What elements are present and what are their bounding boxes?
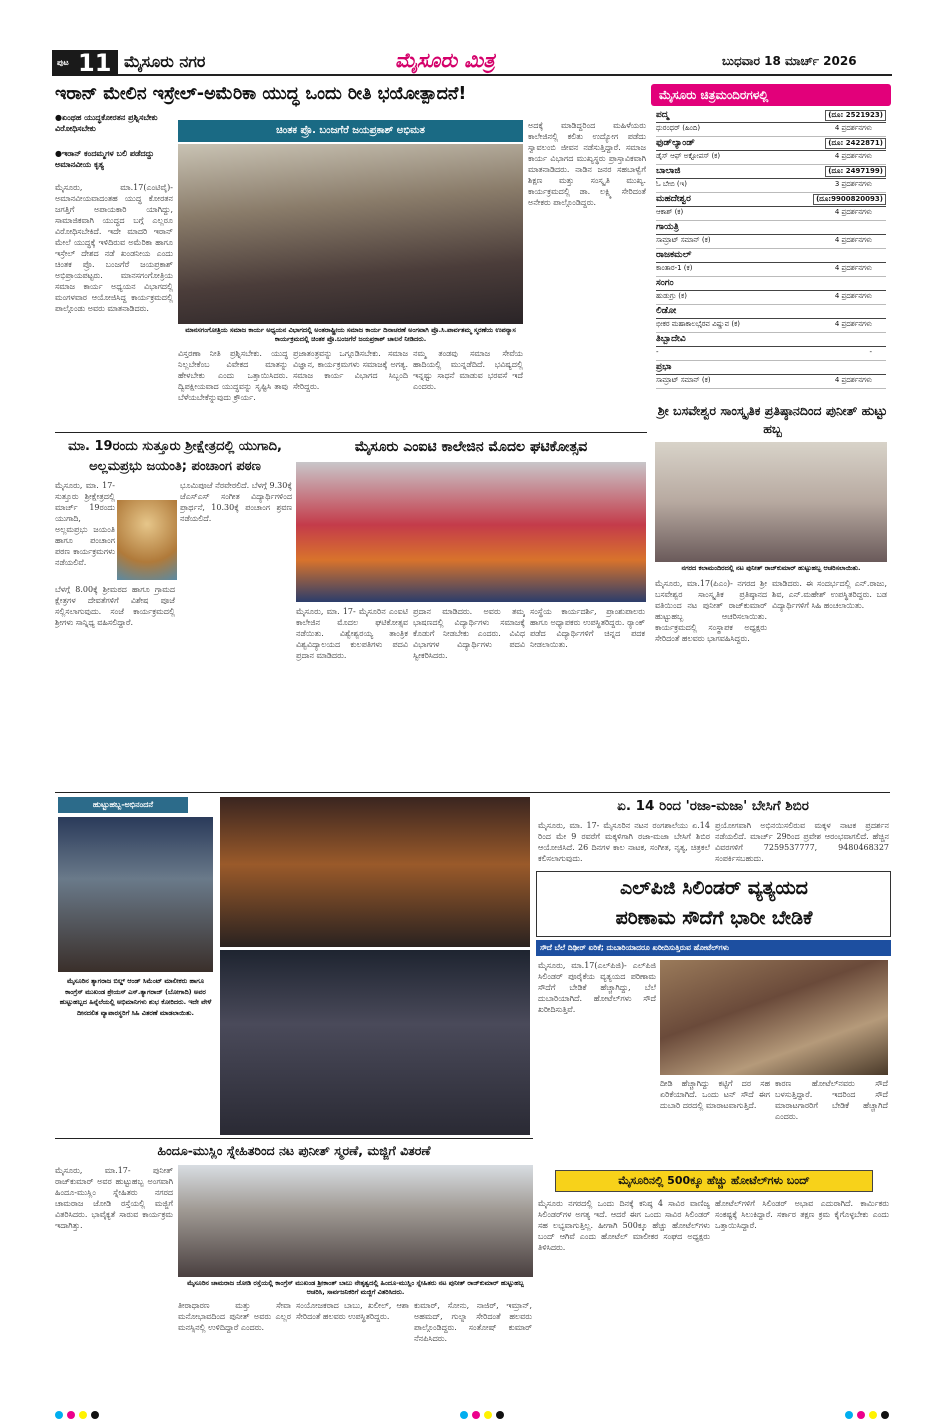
lead-banner: ಚಿಂತಕ ಪ್ರೊ. ಬಂಜಗೆರೆ ಜಯಪ್ರಕಾಶ್ ಅಭಿಮತ xyxy=(178,120,523,142)
registration-marks-center xyxy=(460,1404,508,1423)
puneeth-text-col4: ಕುಮಾರ್, ಸೋನು, ನಾಜಿರ್, ಇಮ್ರಾನ್, ಅಹಮದ್, ಗುಲ್ನಾ ಸೇರಿದಂತೆ ಹಲವರು ಪಾಲ್ಗೊಂಡಿದ್ದರು. ಸಂತೋಷ್ ಕುಮಾರ್ ನೆನಪಿಸಿದರು. xyxy=(414,1301,532,1343)
issue-date: ಬುಧವಾರ 18 ಮಾರ್ಚ್ 2026 xyxy=(722,54,857,68)
cinema-movie-row xyxy=(656,208,886,221)
lead-text-col4: ನಮ್ಮ ತಂಡವು ಸಮಾಜ ಸೇವೆಯ ಹಾದಿಯಲ್ಲಿ ಮುನ್ನಡೆದಿದೆ. ಭವಿಷ್ಯದಲ್ಲಿ ಇನ್ನಷ್ಟು ಸಾಧನೆ ಮಾಡುವ ಭರವಸೆ ಇದೆ ಎಂದರು. xyxy=(413,349,523,391)
cinema-theatre-1 xyxy=(656,138,886,151)
puneeth-text-col2: ತೀರಾಧಾರಣ ಮತ್ತು ಸೇವಾ ಮನೋಭಾವದಿಂದ ಪುನೀತ್ ಅವರು ಎಲ್ಲರ ಮನಸ್ಸಿನಲ್ಲಿ ಉಳಿದಿದ್ದಾರೆ ಎಂದರು. xyxy=(178,1301,291,1332)
cylinder-text-col2: ದೀಡಿ ಹೆಚ್ಚಾಗಿದ್ದು ಕಟ್ಟಿಗೆ ದರ ಸಹ ಏರಿಕೆಯಾಗಿದೆ. ಒಂದು ಟನ್ ಸೌದೆ ಈಗ ದುಬಾರಿ ದರದಲ್ಲಿ ಮಾರಾಟವಾಗುತ್ತಿದೆ. xyxy=(660,1079,770,1110)
registration-marks-left xyxy=(55,1404,103,1423)
cinema-theatre-7 xyxy=(656,306,886,319)
cinema-theatre-5 xyxy=(656,250,886,263)
basaveshwara-caption: ನಗರದ ಕಲಾಮಂದಿರದಲ್ಲಿ ನಟ ಪುನೀತ್ ರಾಜ್‌ಕುಮಾರ್ ಹುಟ್ಟುಹಬ್ಬ ಆಚರಿಸಲಾಯಿತು. xyxy=(681,564,861,572)
cinema-theatre-name: ರಾಜಕಮಲ್ xyxy=(656,250,692,260)
cinema-movie-shows: 4 ಪ್ರದರ್ಶನಗಳು xyxy=(834,236,872,244)
cinema-movie-row xyxy=(656,236,886,249)
basaveshwara-photo xyxy=(655,442,887,562)
puneeth-caption: ಮೈಸೂರಿನ ಚಾಮರಾಜ ಜೋಡಿ ರಸ್ತೆಯಲ್ಲಿ ಕಾಂಗ್ರೆಸ್ ಮುಖಂಡ ಶ್ರೀಕಾಂತ್ ಬಾಬು ನೇತೃತ್ವದಲ್ಲಿ ಹಿಂದೂ-ಮುಸ್ಲಿಂ ಸ್ನೇಹಿತರು ನಟ ಪುನೀತ್ ರಾಜ್‌ಕುಮಾರ್ ಹುಟ್ಟುಹಬ್ಬ ಆಚರಿಸಿ, ಸಾರ್ವಜನಿಕರಿಗೆ ಮಜ್ಜಿಗೆ ವಿತರಿಸಿದರು. xyxy=(187,1279,524,1296)
cinema-theatre-9 xyxy=(656,362,886,375)
yugadi-headline-1: ಮಾ. 19ರಂದು ಸುತ್ತೂರು ಶ್ರೀಕ್ಷೇತ್ರದಲ್ಲಿ ಯುಗಾದಿ, xyxy=(68,439,282,454)
cinema-theatre-name: ಲಿಡೋ xyxy=(656,306,677,316)
cinema-movie-title: ಆಕಾಶ್ (ಕ) xyxy=(656,208,684,216)
cinema-theatre-name: ಗಾಯತ್ರಿ xyxy=(656,222,679,232)
cinema-theatre-phone: (ದೂ: 2497199) xyxy=(825,166,886,177)
puneeth-photo xyxy=(178,1165,533,1277)
cinema-movie-shows: 4 ಪ್ರದರ್ಶನಗಳು xyxy=(834,152,872,160)
lead-text-col3: ಪ್ರಜಾತಂತ್ರವನ್ನು ಒಗ್ಗೂಡಿಸಬೇಕು. ಸಮಾಜ ವಿಜ್ಞಾನ, ಕಾರ್ಯಕ್ರಮಗಳು ಸಮಾಜಕ್ಕೆ ಅಗತ್ಯ. ಸಮಾಜ ಕಾರ್ಯ ವಿಭಾಗದ ಸಿಬ್ಬಂದಿ ಸೇರಿದ್ದರು. xyxy=(293,349,408,391)
cinema-theatre-0 xyxy=(656,110,886,123)
cinema-movie-title: ಡೈಸ್ ಆಫ್ ಅಕ್ಟೋಪಸ್ (ಕ) xyxy=(656,152,721,160)
cinema-theatre-phone: (ದೂ: 2422871) xyxy=(825,138,886,149)
cinema-movie-title: ಕಾಂತಾರ-1 (ಕ) xyxy=(656,264,693,272)
cinema-theatre-name: ಮಹದೇಶ್ವರ xyxy=(656,194,691,204)
cylinder-text-col5: ಹೋಟೆಲ್‌ಗಳಿಗೆ ಸಿಲಿಂಡರ್ ಅಭಾವ ಎದುರಾಗಿದೆ. ಕಾರ್ಮಿಕರು ಸಂಕಷ್ಟಕ್ಕೆ ಸಿಲುಕಿದ್ದಾರೆ. ಸರ್ಕಾರ ತಕ್ಷಣ ಕ್ರಮ ಕೈಗೊಳ್ಳಬೇಕು ಎಂದು ಒತ್ತಾಯಿಸಿದ್ದಾರೆ. xyxy=(715,1199,889,1230)
lead-text-col5: ಅದಕ್ಕೆ ಮಾಡಿದ್ದರಿಂದ ಮಹಿಳೆಯರು ಕಾಲೇಜಿನಲ್ಲಿ ಕಲಿತು ಉದ್ಯೋಗ ಪಡೆದು ಸ್ವಾವಲಂಬಿ ಜೀವನ ನಡೆಸುತ್ತಿದ್ದಾರೆ. ಸಮಾಜ ಕಾರ್ಯ ವಿಭಾಗದ ಮುಖ್ಯಸ್ಥರು ಪ್ರಾಸ್ತಾವಿಕವಾಗಿ ಮಾತನಾಡಿದರು. ನಾಡಿನ ಜನರ ಸಹಬಾಳ್ವೆಗೆ ಶಿಕ್ಷಣ ಮತ್ತು ಸಂಸ್ಕೃತಿ ಮುಖ್ಯ. ಕಾರ್ಯಕ್ರಮದಲ್ಲಿ ಡಾ. ಲಕ್ಷ್ಮಿ ಸೇರಿದಂತೆ ಅನೇಕರು ಪಾಲ್ಗೊಂಡಿದ್ದರು. xyxy=(528,121,646,207)
mit-photo xyxy=(296,462,646,602)
cinema-movie-title: - xyxy=(656,348,659,356)
lead-headline: ಇರಾನ್ ಮೇಲಿನ ಇಸ್ರೇಲ್-ಅಮೆರಿಕಾ ಯುದ್ಧ ಒಂದು ರೀತಿ ಭಯೋತ್ಪಾದನೆ! xyxy=(55,84,467,104)
divider-2 xyxy=(55,792,890,793)
cinema-theatre-8 xyxy=(656,334,886,347)
page-number: 11 xyxy=(78,49,112,77)
mit-text-col1: ಮೈಸೂರು, ಮಾ. 17- ಮೈಸೂರಿನ ಎಂಐಟಿ ಕಾಲೇಜಿನ ಮೊದಲ ಘಟಿಕೋತ್ಸವ ನಡೆಯಿತು. ವಿಶ್ವೇಶ್ವರಯ್ಯ ತಾಂತ್ರಿಕ ವಿಶ್ವವಿದ್ಯಾಲಯದ ಕುಲಪತಿಗಳು ಪದವಿ ಪ್ರದಾನ ಮಾಡಿದರು. xyxy=(296,607,408,660)
divider-1 xyxy=(55,432,647,433)
cylinder-headline-2: ಪರಿಣಾಮ ಸೌದೆಗೆ ಭಾರೀ ಬೇಡಿಕೆ xyxy=(615,907,813,929)
puneeth-text-col1: ಮೈಸೂರು, ಮಾ.17- ಪುನೀತ್ ರಾಜ್‌ಕುಮಾರ್ ಅವರ ಹುಟ್ಟುಹಬ್ಬ ಅಂಗವಾಗಿ ಹಿಂದೂ-ಮುಸ್ಲಿಂ ಸ್ನೇಹಿತರು ನಗರದ ಚಾಮರಾಜ ಜೋಡಿ ರಸ್ತೆಯಲ್ಲಿ ಮಜ್ಜಿಗೆ ವಿತರಿಸಿದರು. ಭಾವೈಕ್ಯತೆ ಸಾರುವ ಕಾರ್ಯಕ್ರಮ ಇದಾಗಿತ್ತು. xyxy=(55,1166,173,1230)
page-number-badge xyxy=(52,50,118,76)
cinema-theatre-phone: (ದೂ: 2521923) xyxy=(825,110,886,121)
cylinder-headline-1: ಎಲ್‌ಪಿಜಿ ಸಿಲಿಂಡರ್ ವ್ಯತ್ಯಯದ xyxy=(620,877,808,899)
cinema-theatre-phone: (ದೂ:9900820093) xyxy=(813,194,886,205)
cinema-movie-title: ಸಾಮ್ರಾಟ್ ಸಮಾನ್ (ಕ) xyxy=(656,236,711,244)
lead-bullet-2: ●ಇರಾನ್ ಕಂದಮ್ಮಗಳ ಬಲಿ ಪಡೆದದ್ದು ಅಮಾನವೀಯ ಕೃತ್ಯ xyxy=(55,149,154,169)
lead-bullet-1: ●ಏಂಥಹ ಯುದ್ಧಕೋರತನ ಪ್ರಶ್ನಿಸಬೇಕು ವಿರೋಧಿಸಬೇಕು xyxy=(55,113,158,133)
cinema-movie-row xyxy=(656,292,886,305)
lead-caption: ಮಾನಸಗಂಗೋತ್ರಿಯ ಸಮಾಜ ಕಾರ್ಯ ಅಧ್ಯಯನ ವಿಭಾಗದಲ್ಲಿ ಅಂತರಾಷ್ಟ್ರೀಯ ಸಮಾಜ ಕಾರ್ಯ ದಿನಾಚರಣೆ ಅಂಗವಾಗಿ ಪ್ರೊ.ಸಿ.ಪಾರ್ವತಮ್ಮ ಸ್ಮರಣೆಯ ಉಪನ್ಯಾಸ ಕಾರ್ಯಕ್ರಮದಲ್ಲಿ ಚಿಂತಕ ಪ್ರೊ.ಬಂಜಗೆರೆ ಜಯಪ್ರಕಾಶ್ ಚಾಲನೆ ನೀಡಿದರು. xyxy=(185,326,516,343)
cinema-movie-row xyxy=(656,320,886,333)
cylinder-text-col4: ಮೈಸೂರು ನಗರದಲ್ಲಿ ಒಂದು ದಿನಕ್ಕೆ ಕನಿಷ್ಠ 4 ಸಾವಿರ ವಾಣಿಜ್ಯ ಸಿಲಿಂಡರ್‌ಗಳ ಅಗತ್ಯ ಇದೆ. ಆದರೆ ಈಗ ಒಂದು ಸಾವಿರ ಸಿಲಿಂಡರ್ ಸಹ ಲಭ್ಯವಾಗುತ್ತಿಲ್ಲ. ಹೀಗಾಗಿ 500ಕ್ಕೂ ಹೆಚ್ಚು ಹೋಟೆಲ್‌ಗಳು ಬಂದ್ ಆಗಿವೆ ಎಂದು ಹೋಟೆಲ್ ಮಾಲೀಕರ ಸಂಘದ ಅಧ್ಯಕ್ಷರು ತಿಳಿಸಿದರು. xyxy=(538,1199,710,1252)
birthday-caption: ಮೈಸೂರಿನ ತ್ಯಾಗರಾಜ ಬಿಲ್ಡ್ ಆಂಡ್ ಸಿಮೆಂಟ್ ಮಾಲೀಕರು ಹಾಗೂ ಕಾಂಗ್ರೆಸ್ ಮುಖಂಡ ಶ್ರೇಯಸ್ ಎಸ್.ತ್ಯಾಗರಾಜ್ (ಬೋಗಾದಿ) ಅವರ ಹುಟ್ಟುಹಬ್ಬದ ಹಿನ್ನೆಲೆಯಲ್ಲಿ ಅಭಿಮಾನಿಗಳು ಶುಭ ಕೋರಿದರು. ಇದೇ ವೇಳೆ ದೀನದಲಿತ ವ್ಯಾಪಾರಸ್ಥರಿಗೆ ಸಿಹಿ ವಿತರಣೆ ಮಾಡಲಾಯಿತು. xyxy=(59,977,212,1017)
cinema-theatre-name: ಪ್ರಭಾ xyxy=(656,362,672,372)
lead-text-col2: ವಿಸ್ತರಣಾ ನೀತಿ ಪ್ರಶ್ನಿಸಬೇಕು. ಯುದ್ಧ ನಿಲ್ಲಬೇಕೆಂಬ ವಿವೇಕದ ಮಾತನ್ನು ಹೇಳಬೇಕು ಎಂದು ಒತ್ತಾಯಿಸಿದರು. ದ್ವಿಪಕ್ಷೀಯವಾದ ಯುದ್ಧವನ್ನು ಸೃಷ್ಟಿಸಿ ತಾವು ಬೆಳೆಯಬೇಕೆನ್ನುವುದು ಕ್ರೌರ್ಯ. xyxy=(178,349,288,402)
masthead: ಮೈಸೂರು ಮಿತ್ರ xyxy=(395,48,495,72)
cinema-theatre-4 xyxy=(656,222,886,235)
cinema-movie-title: ಧುರಂಧರ್ (ಹಿಂದಿ) xyxy=(656,124,701,132)
divider-3 xyxy=(55,1138,533,1139)
puneeth-headline: ಹಿಂದೂ-ಮುಸ್ಲಿಂ ಸ್ನೇಹಿತರಿಂದ ನಟ ಪುನೀತ್ ಸ್ಮರಣೆ, ಮಜ್ಜಿಗೆ ವಿತರಣೆ xyxy=(157,1143,431,1158)
cinema-theatre-name: ಸಂಗಂ xyxy=(656,278,674,288)
cinema-theatre-2 xyxy=(656,166,886,179)
cinema-theatre-name: ಬಾಲಾಜಿ xyxy=(656,166,681,176)
basaveshwara-text-col1: ಮೈಸೂರು, ಮಾ.17(ಪಿಎಂ)- ನಗರದ ಶ್ರೀ ಬಸವೇಶ್ವರ ಸಾಂಸ್ಕೃತಿಕ ಪ್ರತಿಷ್ಠಾನದ ವತಿಯಿಂದ ನಟ ಪುನೀತ್ ರಾಜ್‌ಕುಮಾರ್ ಹುಟ್ಟುಹಬ್ಬ ಆಚರಿಸಲಾಯಿತು. ಕಾರ್ಯಕ್ರಮದಲ್ಲಿ ಸಂಸ್ಥಾಪಕ ಅಧ್ಯಕ್ಷರು ಸೇರಿದಂತೆ ಹಲವರು ಭಾಗವಹಿಸಿದ್ದರು. xyxy=(655,579,767,643)
yugadi-headline-2: ಅಲ್ಲಮಪ್ರಭು ಜಯಂತಿ; ಪಂಚಾಂಗ ಪಠಣ xyxy=(89,459,261,474)
cinema-title: ಮೈಸೂರು ಚಿತ್ರಮಂದಿರಗಳಲ್ಲಿ xyxy=(651,84,891,106)
birthday-tag: ಹುಟ್ಟುಹಬ್ಬ-ಅಭಿನಂದನೆ xyxy=(58,797,188,813)
cinema-movie-shows: 4 ಪ್ರದರ್ಶನಗಳು xyxy=(834,292,872,300)
page-label: ಪುಟ xyxy=(57,58,69,67)
mit-headline: ಮೈಸೂರು ಎಂಐಟಿ ಕಾಲೇಜಿನ ಮೊದಲ ಘಟಿಕೋತ್ಸವ xyxy=(354,439,588,455)
lead-photo xyxy=(178,144,523,324)
cinema-movie-row xyxy=(656,180,886,193)
firewood-photo xyxy=(660,960,888,1075)
cinema-movie-row xyxy=(656,152,886,165)
rangaa-text-col1: ಮೈಸೂರು, ಮಾ. 17- ಮೈಸೂರಿನ ನಟನ ರಂಗಶಾಲೆಯು ಏ.14 ರಿಂದ ಮೇ 9 ರವರೆಗೆ ಮಕ್ಕಳಿಗಾಗಿ ರಜಾ-ಮಜಾ ಬೇಸಿಗೆ ಶಿಬಿರ ಆಯೋಜಿಸಿದೆ. 26 ದಿನಗಳ ಕಾಲ ನಾಟಕ, ಸಂಗೀತ, ನೃತ್ಯ, ಚಿತ್ರಕಲೆ ಕಲಿಸಲಾಗುವುದು. xyxy=(538,821,710,863)
rangaa-text-col2: ಪ್ರಯೋಗವಾಗಿ ಅಭಿನಯಿಸಲಿರುವ ಮಕ್ಕಳ ನಾಟಕ ಪ್ರದರ್ಶನ ನಡೆಯಲಿದೆ. ಮಾರ್ಚ್ 29ರಿಂದ ಪ್ರವೇಶ ಆರಂಭವಾಗಲಿದೆ. ಹೆಚ್ಚಿನ ವಿವರಗಳಿಗೆ 7259537777, 9480468327 ಸಂಪರ್ಕಿಸಬಹುದು. xyxy=(715,821,889,863)
birthday-photo-3 xyxy=(220,950,530,1135)
registration-marks-right xyxy=(845,1404,893,1423)
cinema-theatre-name: ಪದ್ಮ xyxy=(656,110,669,120)
birthday-photo-1 xyxy=(58,817,213,972)
cinema-movie-shows: 4 ಪ್ರದರ್ಶನಗಳು xyxy=(834,208,872,216)
cinema-theatre-6 xyxy=(656,278,886,291)
yugadi-text-col2: ಭೂಮಿಪೂಜೆ ನೆರವೇರಲಿದೆ. ಬೆಳಗ್ಗೆ 9.30ಕ್ಕೆ ಜೆಎಸ್‌ಎಸ್ ಸಂಗೀತ ವಿದ್ಯಾರ್ಥಿಗಳಿಂದ ಪ್ರಾರ್ಥನೆ, 10.30ಕ್ಕೆ ಪಂಚಾಂಗ ಶ್ರವಣ ನಡೆಯಲಿದೆ. xyxy=(180,481,292,523)
yugadi-text-col3: ಬೆಳಗ್ಗೆ 8.00ಕ್ಕೆ ಶ್ರೀಮಠದ ಹಾಗೂ ಗ್ರಾಮದ ಕ್ಷೇತ್ರಗಳ ದೇವತೆಗಳಿಗೆ ವಿಶೇಷ ಪೂಜೆ ಸಲ್ಲಿಸಲಾಗುವುದು. ಸಂಜೆ ಕಾರ್ಯಕ್ರಮದಲ್ಲಿ ಶ್ರೀಗಳು ಸಾನ್ನಿಧ್ಯ ವಹಿಸಲಿದ್ದಾರೆ. xyxy=(55,585,175,627)
cinema-movie-shows: 3 ಪ್ರದರ್ಶನಗಳು xyxy=(834,180,872,188)
puneeth-text-col3: ಸಂಯೋಜಕರಾದ ಬಾಬು, ಖಲೀಲ್, ಆಶಾ ಸೇರಿದಂತೆ ಹಲವರು ಉಪಸ್ಥಿತರಿದ್ದರು. xyxy=(296,1301,409,1321)
cylinder-text-col1: ಮೈಸೂರು, ಮಾ.17(ಎಲ್‌ಪಿಜಿ)- ಎಲ್‌ಪಿಜಿ ಸಿಲಿಂಡರ್ ಪೂರೈಕೆಯ ವ್ಯತ್ಯಯದ ಪರಿಣಾಮ ಸೌದೆಗೆ ಬೇಡಿಕೆ ಹೆಚ್ಚಾಗಿದ್ದು, ಬೆಲೆ ದುಬಾರಿಯಾಗಿದೆ. ಹೋಟೆಲ್‌ಗಳು ಸೌದೆ ಖರೀದಿಸುತ್ತಿವೆ. xyxy=(538,961,656,1014)
lead-text-col1: ಮೈಸೂರು, ಮಾ.17(ಎಂಟಿವೈ)- ಅಮಾನವೀಯವಾದಂತಹ ಯುದ್ಧ ಕೋರತನ ಜಗತ್ತಿಗೆ ಅಪಾಯಕಾರಿ ಯಾಗಿದ್ದು, ಸಾಮಾಜಿಕವಾಗಿ ಯುದ್ಧದ ಬಗ್ಗೆ ಎಲ್ಲರೂ ವಿರೋಧಿಸಬೇಕಿದೆ. ಇದೇ ಮಾದರಿ ಇರಾನ್ ಮೇಲೆ ಯುದ್ಧಕ್ಕೆ ಇಳಿದಿರುವ ಅಮೆರಿಕಾ ಹಾಗೂ ಇಸ್ರೇಲ್ ದೇಶದ ನಡೆ ಖಂಡನೀಯ ಎಂದು ಚಿಂತಕ ಪ್ರೊ. ಬಂಜಗೆರೆ ಜಯಪ್ರಕಾಶ್ ಅಭಿಪ್ರಾಯಪಟ್ಟರು. ಮಾನಸಗಂಗೋತ್ರಿಯ ಸಮಾಜ ಕಾರ್ಯ ಅಧ್ಯಯನ ವಿಭಾಗದಲ್ಲಿ ಮಂಗಳವಾರ ಆಯೋಜಿಸಿದ್ದ ಕಾರ್ಯಕ್ರಮದಲ್ಲಿ ಪಾಲ್ಗೊಂಡು ಅವರು ಮಾತನಾಡಿದರು. xyxy=(55,183,173,313)
section-title: ಮೈಸೂರು ನಗರ xyxy=(124,52,206,71)
cinema-movie-title: ಸಾಮ್ರಾಟ್ ಸಮಾನ್ (ಕ) xyxy=(656,376,711,384)
cinema-movie-row xyxy=(656,376,886,389)
basaveshwara-text-col2: ಮಾಡಿದರು. ಈ ಸಂದರ್ಭದಲ್ಲಿ ಎನ್.ರಾಜು, ಶಿವ, ಎನ್.ಮಹೇಶ್ ಉಪಸ್ಥಿತರಿದ್ದರು. ಬಡ ವಿದ್ಯಾರ್ಥಿಗಳಿಗೆ ಸಿಹಿ ಹಂಚಲಾಯಿತು. xyxy=(772,579,887,610)
yugadi-text-col1: ಮೈಸೂರು, ಮಾ. 17- ಸುತ್ತೂರು ಶ್ರೀಕ್ಷೇತ್ರದಲ್ಲಿ ಮಾರ್ಚ್ 19ರಂದು ಯುಗಾದಿ, ಅಲ್ಲಮಪ್ರಭು ಜಯಂತಿ ಹಾಗೂ ಪಂಚಾಂಗ ಪಠಣ ಕಾರ್ಯಕ್ರಮಗಳು ನಡೆಯಲಿವೆ. xyxy=(55,481,115,567)
rangaa-headline: ಏ. 14 ರಿಂದ 'ರಜಾ-ಮಜಾ' ಬೇಸಿಗೆ ಶಿಬಿರ xyxy=(617,798,809,814)
cinema-movie-title: ಭೀಕರ ಮಹಾಕಾಲಭೈರವ ವಿಷ್ಣುವ (ಕ) xyxy=(656,320,740,328)
cinema-theatre-name: ಫುಡ್‌ಲ್ಯಾಂಡ್ xyxy=(656,138,695,148)
yugadi-photo xyxy=(117,500,177,580)
cinema-movie-row xyxy=(656,348,886,361)
cinema-movie-shows: 4 ಪ್ರದರ್ಶನಗಳು xyxy=(834,320,872,328)
cinema-movie-shows: - xyxy=(869,348,872,356)
cylinder-text-col3: ಕಾರಣ ಹೋಟೆಲ್‌ನವರು ಸೌದೆ ಬಳಸುತ್ತಿದ್ದಾರೆ. ಇದರಿಂದ ಸೌದೆ ಮಾರಾಟಗಾರರಿಗೆ ಬೇಡಿಕೆ ಹೆಚ್ಚಾಗಿದೆ ಎಂದರು. xyxy=(775,1079,888,1121)
cinema-movie-row xyxy=(656,124,886,137)
cinema-theatre-name: ತಿಬ್ಬಾದೇವಿ xyxy=(656,334,686,344)
cinema-movie-shows: 4 ಪ್ರದರ್ಶನಗಳು xyxy=(834,124,872,132)
cinema-movie-shows: 4 ಪ್ರದರ್ಶನಗಳು xyxy=(834,264,872,272)
mit-text-col2: ಪ್ರದಾನ ಮಾಡಿದರು. ಅವರು ತಮ್ಮ ಭಾಷಣದಲ್ಲಿ ವಿದ್ಯಾರ್ಥಿಗಳು ಸಮಾಜಕ್ಕೆ ಕೊಡುಗೆ ನೀಡಬೇಕು ಎಂದರು. ವಿವಿಧ ವಿಭಾಗಗಳ ವಿದ್ಯಾರ್ಥಿಗಳು ಪದವಿ ಸ್ವೀಕರಿಸಿದರು. xyxy=(413,607,525,660)
cinema-listing xyxy=(651,110,891,400)
cinema-movie-shows: 4 ಪ್ರದರ್ಶನಗಳು xyxy=(834,376,872,384)
birthday-photo-2 xyxy=(220,797,530,947)
cylinder-banner: ಸೌದೆ ಬೆಲೆ ದಿಢೀರ್ ಏರಿಕೆ; ದುಬಾರಿಯಾದರೂ ಖರೀದಿಸುತ್ತಿರುವ ಹೋಟೆಲ್‌ಗಳು xyxy=(536,940,891,956)
cinema-movie-title: ಓ ಬೇಬಿ (ಇ) xyxy=(656,180,687,188)
cinema-theatre-3 xyxy=(656,194,886,207)
cinema-movie-row xyxy=(656,264,886,277)
cylinder-subhead: ಮೈಸೂರಿನಲ್ಲಿ 500ಕ್ಕೂ ಹೆಚ್ಚು ಹೋಟೆಲ್‌ಗಳು ಬಂದ್ xyxy=(555,1170,873,1192)
cinema-movie-title: ಹುಡುಗ್ರು (ಕ) xyxy=(656,292,687,300)
basaveshwara-headline: ಶ್ರೀ ಬಸವೇಶ್ವರ ಸಾಂಸ್ಕೃತಿಕ ಪ್ರತಿಷ್ಠಾನದಿಂದ ಪುನೀತ್ ಹುಟ್ಟು ಹಬ್ಬ xyxy=(657,403,888,436)
mit-text-col3: ಸಂಸ್ಥೆಯ ಕಾರ್ಯದರ್ಶಿ, ಪ್ರಾಂಶುಪಾಲರು ಹಾಗೂ ಅಧ್ಯಾಪಕರು ಉಪಸ್ಥಿತರಿದ್ದರು. ರ್‍ಯಾಂಕ್ ಪಡೆದ ವಿದ್ಯಾರ್ಥಿಗಳಿಗೆ ಚಿನ್ನದ ಪದಕ ನೀಡಲಾಯಿತು. xyxy=(530,607,645,649)
